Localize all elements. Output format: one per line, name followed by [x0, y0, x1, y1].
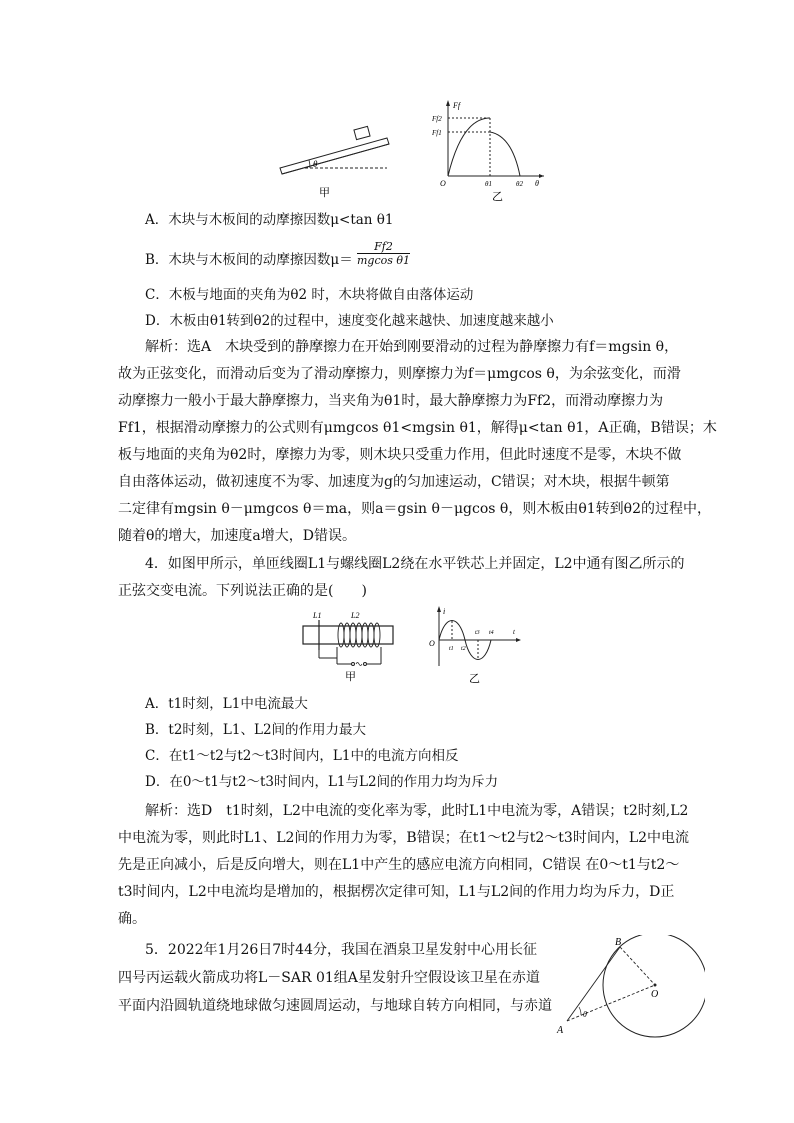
coil-l2: L2 [351, 611, 360, 620]
q3-solution-line: 二定律有mgsin θ－μmgcos θ＝ma，则a＝gsin θ－μgcos θ，则木板由θ1转到θ2的过程中， [118, 501, 712, 517]
q3-solution-line: 板与地面的夹角为θ2时，摩擦力为零，则木块只受重力作用，但此时速度不是零，木块不做 [118, 447, 682, 463]
graph2-y-axis: i [443, 607, 446, 616]
q5-stem-line: 平面内沿圆轨道绕地球做匀速圆周运动，与地球自转方向相同，与赤道 [118, 998, 552, 1014]
graph1-y-axis: Ff [453, 101, 461, 110]
q3-option-a: A．木块与木板间的动摩擦因数μ<tan θ1 [145, 212, 394, 228]
q3-option-b [145, 240, 411, 270]
fig1-theta: θ [313, 159, 318, 169]
q3-solution-line: Ff1，根据滑动摩擦力的公式则有μmgcos θ1<mgsin θ1，解得μ<tan θ1，A正确，B错误；木 [118, 420, 717, 436]
orbit-point-o: O [651, 989, 659, 1000]
q4-solution-line: 中电流为零，则此时L1、L2间的作用力为零，B错误；在t1～t2与t2～t3时间内，L2中电流 [118, 830, 690, 846]
graph1-y-tick-0: Ff2 [432, 115, 442, 123]
q4-solution-line: t3时间内，L2中电流均是增加的，根据楞次定律可知，L1与L2间的作用力均为斥力，D正 [118, 884, 675, 900]
coil-l1: L1 [313, 611, 322, 620]
q3-solution-line: 解析：选A 木块受到的静摩擦力在开始到刚要滑动的过程为静摩擦力有f＝mgsin θ， [145, 339, 679, 355]
graph1-x-axis: θ [535, 179, 539, 188]
q3-option-c: C．木板与地面的夹角为θ2 时，木块将做自由落体运动 [145, 287, 474, 303]
q4-solution-line: 确。 [118, 911, 146, 927]
graph2-x-tick-1: t2 [461, 646, 466, 652]
q4-stem-line: 正弦交变电流。下列说法正确的是( ) [118, 583, 367, 599]
q4-solution-line: 解析：选D t1时刻，L2中电流的变化率为零，此时L1中电流为零，A错误；t2时刻,L2 [145, 803, 689, 819]
q5-stem-line: 5．2022年1月26日7时44分，我国在酒泉卫星发射中心用长征 [145, 942, 537, 958]
q4-solution-line: 先是正向减小，后是反向增大，则在L1中产生的感应电流方向相同，C错误 在0～t1与t2～ [118, 857, 680, 873]
graph1-origin: O [440, 179, 446, 188]
q4-option-c: C．在t1～t2与t2～t3时间内，L1中的电流方向相反 [145, 748, 459, 764]
q3-option-d: D．木板由θ1转到θ2的过程中，速度变化越来越快、加速度越来越小 [145, 313, 554, 329]
orbit-point-a: A [557, 1025, 564, 1036]
graph1-x-tick-1: θ2 [516, 180, 523, 188]
friction-graph [432, 96, 552, 206]
q4-option-b: B．t2时刻，L1、L2间的作用力最大 [145, 722, 367, 738]
orbit-theta: θ [583, 1010, 587, 1019]
graph2-origin: O [429, 639, 435, 648]
q3-option-b-den: mgcos θ1 [357, 254, 411, 267]
q3-solution-line: 随着θ的增大，加速度a增大，D错误。 [118, 528, 356, 544]
orbit-point-b: B [615, 937, 622, 948]
current-graph [425, 604, 525, 684]
q4-option-a: A．t1时刻，L1中电流最大 [145, 696, 308, 712]
graph2-x-tick-3: t4 [489, 630, 494, 636]
graph2-x-tick-2: t3 [475, 630, 480, 636]
graph1-y-tick-1: Ff1 [432, 129, 442, 137]
coil-figure [295, 606, 405, 686]
q5-stem-line: 四号丙运载火箭成功将L－SAR 01组A星发射升空假设该卫星在赤道 [118, 970, 540, 986]
fig2-label-b: 乙 [469, 673, 480, 684]
q3-solution-line: 动摩擦力一般小于最大静摩擦力，当夹角为θ1时，最大静摩擦力为Ff2，而滑动摩擦力为 [118, 393, 664, 409]
q4-stem-line: 4．如图甲所示，单匝线圈L1与螺线圈L2绕在水平铁芯上并固定，L2中通有图乙所示的 [145, 556, 685, 572]
graph2-x-axis: t [513, 628, 515, 636]
incline-figure [275, 118, 395, 200]
graph2-x-tick-0: t1 [449, 646, 454, 652]
q3-solution-line: 故为正弦变化，而滑动后变为了滑动摩擦力，则摩擦力为f＝μmgcos θ，为余弦变化，而滑 [118, 366, 681, 382]
fig1-label-a: 甲 [319, 187, 330, 199]
fig1-label-b: 乙 [492, 191, 503, 203]
q3-option-b-prefix: B．木块与木板间的动摩擦因数μ＝ [145, 252, 353, 268]
q3-option-b-num: Ff2 [357, 240, 410, 254]
fig2-label-a: 甲 [345, 671, 356, 683]
q4-option-d: D．在0～t1与t2～t3时间内，L1与L2间的作用力均为斥力 [145, 774, 499, 790]
orbit-figure [555, 935, 705, 1045]
graph1-x-tick-0: θ1 [485, 180, 492, 188]
q3-solution-line: 自由落体运动，做初速度不为零、加速度为g的匀加速运动，C错误；对木块，根据牛顿第 [118, 474, 670, 490]
